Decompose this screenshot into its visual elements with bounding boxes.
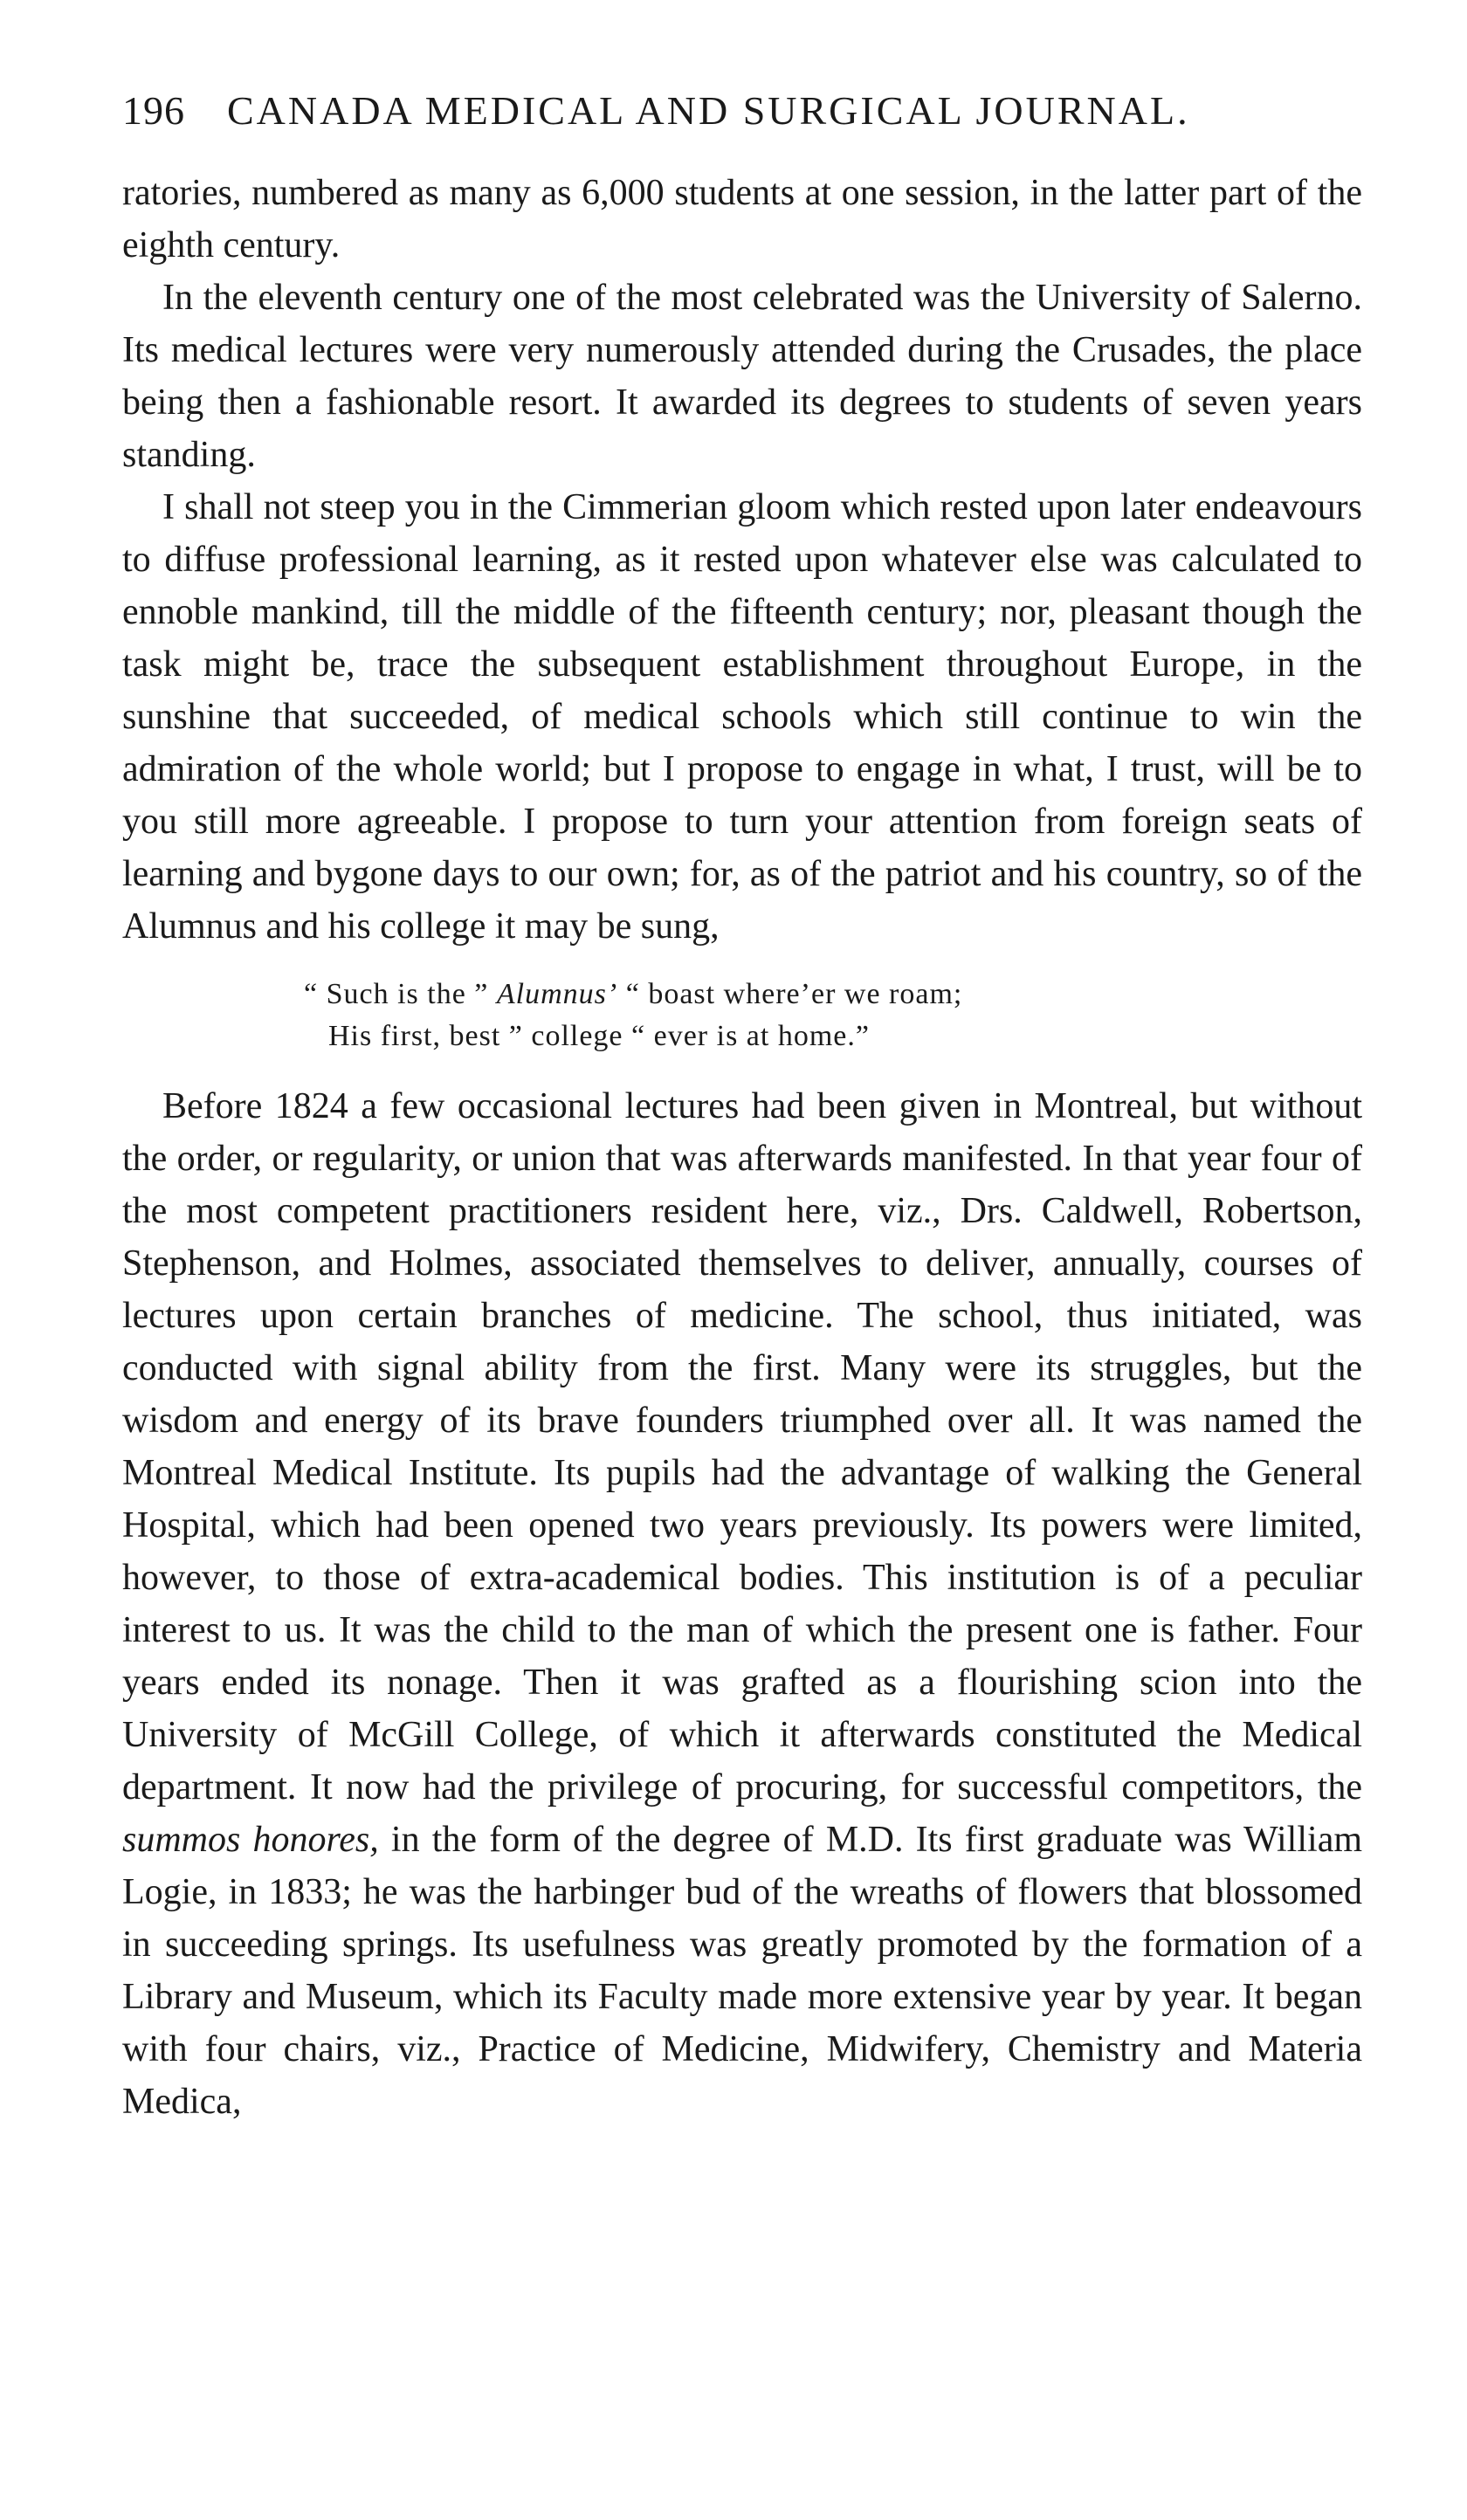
journal-title: CANADA MEDICAL AND SURGICAL JOURNAL. bbox=[227, 88, 1190, 133]
paragraph-montreal-history bbox=[122, 1080, 1362, 2128]
paragraph-cimmerian-gloom: I shall not steep you in the Cimmerian gloom which rested upon later endeavours to diffuse professional learning, as it rested upon whatever else was calculated to ennoble mankind, till the middle of the fifteenth century; nor, pleasant though the task might be, trace the subsequent establishment throughout Europe, in the sunshine that succeeded, of medical schools which still continue to win the admiration of the whole world; but I propose to engage in what, I trust, will be to you still more agreeable. I propose to turn your attention from foreign seats of learning and bygone days to our own; for, as of the patriot and his country, so of the Alumnus and his college it may be sung, bbox=[122, 487, 1362, 947]
verse-quotation bbox=[122, 974, 1362, 1057]
verse-line-1-italic: Alumnus’ bbox=[496, 978, 618, 1010]
paragraph-montreal-history-start: Before 1824 a few occasional lectures had been given in Montreal, but without the order, or regularity, or union that was afterwards manifested. In that year four of the most competent practitioners resident here, viz., Drs. Caldwell, Robertson, Stephenson, and Holmes, associated themselves to deliver, annually, courses of lectures upon certain branches of medicine. The school, thus initiated, was conducted with signal ability from the first. Many were its struggles, but the wisdom and energy of its brave founders triumphed over all. It was named the Montreal Medical Institute. Its pupils had the advantage of walking the General Hospital, which had been opened two years previously. Its powers were limited, however, to those of extra-academical bodies. This institution is of a peculiar interest to us. It was the child to the man of which the present one is father. Four years ended its nonage. Then it was grafted as a flourishing scion into the University of McGill College, of which it afterwards constituted the Medical department. It now had the privilege of procuring, for successful competitors, the bbox=[122, 1086, 1362, 1807]
running-head bbox=[122, 87, 1362, 134]
verse-line-1-start: “ Such is the ” bbox=[304, 978, 497, 1010]
verse-line-2: His first, best ” college “ ever is at home.” bbox=[328, 1020, 870, 1052]
paragraph-continuation: ratories, numbered as many as 6,000 students at one session, in the latter part of the eighth century. bbox=[122, 173, 1362, 265]
paragraph-salerno: In the eleventh century one of the most celebrated was the University of Salerno. Its medical lectures were very numerously attended during the Crusades, the place being then a fashionable resort. It awarded its degrees to students of seven years standing. bbox=[122, 278, 1362, 475]
verse-line-1-end: “ boast where’er we roam; bbox=[617, 978, 963, 1010]
verse-line-1 bbox=[122, 974, 1362, 1016]
journal-page bbox=[122, 87, 1362, 2128]
page-number: 196 bbox=[122, 88, 185, 133]
paragraph-montreal-history-end: in the form of the degree of M.D. Its first graduate was William Logie, in 1833; he was the harbinger bud of the wreaths of flowers that blossomed in succeeding springs. Its usefulness was greatly promoted by the formation of a Library and Museum, which its Faculty made more extensive year by year. It began with four chairs, viz., Practice of Medicine, Midwifery, Chemistry and Materia Medica, bbox=[122, 1820, 1363, 2122]
paragraph-montreal-history-italic: summos honores, bbox=[122, 1820, 379, 1860]
